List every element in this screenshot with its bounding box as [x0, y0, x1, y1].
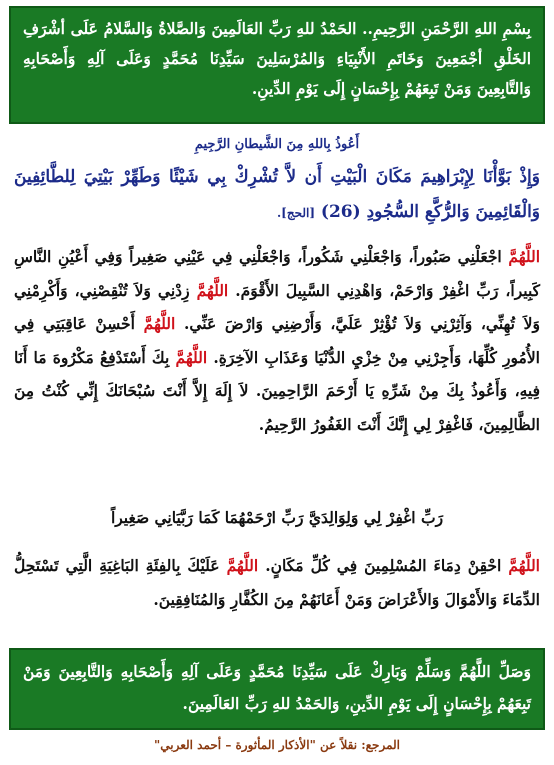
- dua-part-3: أَحْسِنْ عَاقِبَتِي فِي الأُمُورِ كُلِّهَا، وَأَجِرْنِي مِنْ خِزْيِ الدُّنْيَا وَعَذَابِ الآخِرَةِ.: [14, 314, 540, 367]
- header-banner: [9, 6, 545, 124]
- quran-verse: [14, 160, 540, 231]
- surah-name: [الحج].: [276, 206, 315, 220]
- dua-part-1: اجْعَلْنِي صَبُوراً، وَاجْعَلْنِي شَكُوراً، وَاجْعَلْنِي فِي عَيْنِي صَغِيراً وَفِي أَعْيُنِ النَّاسِ كَبِيراً، رَبِّ اغْفِرْ وَارْحَمْ، وَاهْدِنِي السَّبِيلَ الأَقْوَمَ.: [14, 247, 540, 300]
- verse-number: (26): [320, 202, 361, 222]
- dua2-part-2: عَلَيْكَ بِالفِئَةِ البَاغِيَةِ الَّتِي تَسْتَحِلُّ الدِّمَاءَ وَالأَمْوَالَ وَالأَعْرَاضَ وَمَنْ أَعَانَهُمْ مِنَ الكُفَّارِ وَالمُنَافِقِينَ.: [14, 556, 540, 609]
- allahumma-4: اللَّهُمَّ: [175, 347, 208, 367]
- allahumma-2: اللَّهُمَّ: [196, 280, 229, 300]
- opening-text: بِسْمِ اللهِ الرَّحْمَنِ الرَّحِيمِ.. الحَمْدُ للهِ رَبِّ العَالَمِينَ وَالصَّلاةُ وَالسَّلامُ عَلَى أشْرَفِ الخَلْقِ أجْمَعِينَ وَخَاتَمِ الأَنْبِيَاءِ وَالمُرْسَلِينَ سَيِّدِنَا مُحَمَّدٍ وَعَلَى آلِهِ وَأَصْحَابِهِ وَالتَّابِعِينَ وَمَنْ تَبِعَهُمْ بِإِحْسَانٍ إِلَى يَوْمِ الدِّينِ.: [23, 19, 531, 98]
- dua-part-2: زِدْنِي وَلاَ تُنْقِصْنِي، وَأَكْرِمْنِي وَلاَ تُهِنِّي، وَآثِرْنِي وَلاَ تُؤْثِرْ عَلَيَّ، وَأَرْضِنِي وَارْضَ عَنِّي.: [14, 280, 541, 333]
- dua-part-4: بِكَ أَسْتَدْفِعُ مَكْرُوهَ مَا أَنَا فِيهِ، وَأَعُوذُ بِكَ مِنْ شَرِّهِ يَا أَرْحَمَ الرَّاحِمِينَ. لاَ إِلَهَ إِلاَّ أَنْتَ سُبْحَانَكَ إِنِّي كُنْتُ مِنَ الظَّالِمِينَ، فَاغْفِرْ لِي إِنَّكَ أَنْتَ الغَفُورُ الرَّحِيمُ.: [14, 347, 540, 434]
- supplication-block: [14, 240, 540, 441]
- allahumma-1: اللَّهُمَّ: [508, 247, 541, 266]
- istiadha-text: أَعُوذُ بِاللهِ مِنَ الشَّيطانِ الرَّجِيمِ: [194, 137, 360, 152]
- allahumma-6: اللَّهُمَّ: [226, 556, 259, 575]
- verse-text: وَإِذْ بَوَّأْنَا لِإِبْرَاهِيمَ مَكَانَ الْبَيْتِ أَن لاَّ تُشْرِكْ بِي شَيْئًا وَطَهِّرْ بَيْتِيَ لِلطَّائِفِينَ وَالْقَائِمِينَ وَالرُّكَّعِ السُّجُودِ: [14, 167, 540, 222]
- parents-supplication: رَبِّ اغْفِرْ لِي وَلِوَالِدَيَّ رَبِّ ارْحَمْهُمَا كَمَا رَبَّيَانِي صَغِيراً: [110, 508, 444, 527]
- allahumma-5: اللَّهُمَّ: [508, 556, 540, 575]
- reference-note: المرجع: نقلاً عن "الأذكار المأثورة – أحمد العربي": [153, 738, 401, 752]
- closing-text: وَصَلِّ اللَّهُمَّ وَسَلِّمْ وَبَارِكْ عَلَى سَيِّدِنَا مُحَمَّدٍ وَعَلَى آلِهِ وَأَصْحَابِهِ وَالتَّابِعِينَ وَمَنْ تَبِعَهُمْ بِإِحْسَانٍ إِلَى يَوْمِ الدِّينِ، وَالحَمْدُ للهِ رَبِّ العَالَمِينَ.: [23, 662, 531, 713]
- dua2-part-1: احْقِنْ دِمَاءَ المُسْلِمِينَ فِي كُلِّ مَكَانٍ.: [265, 556, 502, 575]
- second-supplication: [14, 549, 540, 617]
- allahumma-3: اللَّهُمَّ: [143, 314, 176, 333]
- footer-banner: [9, 648, 545, 730]
